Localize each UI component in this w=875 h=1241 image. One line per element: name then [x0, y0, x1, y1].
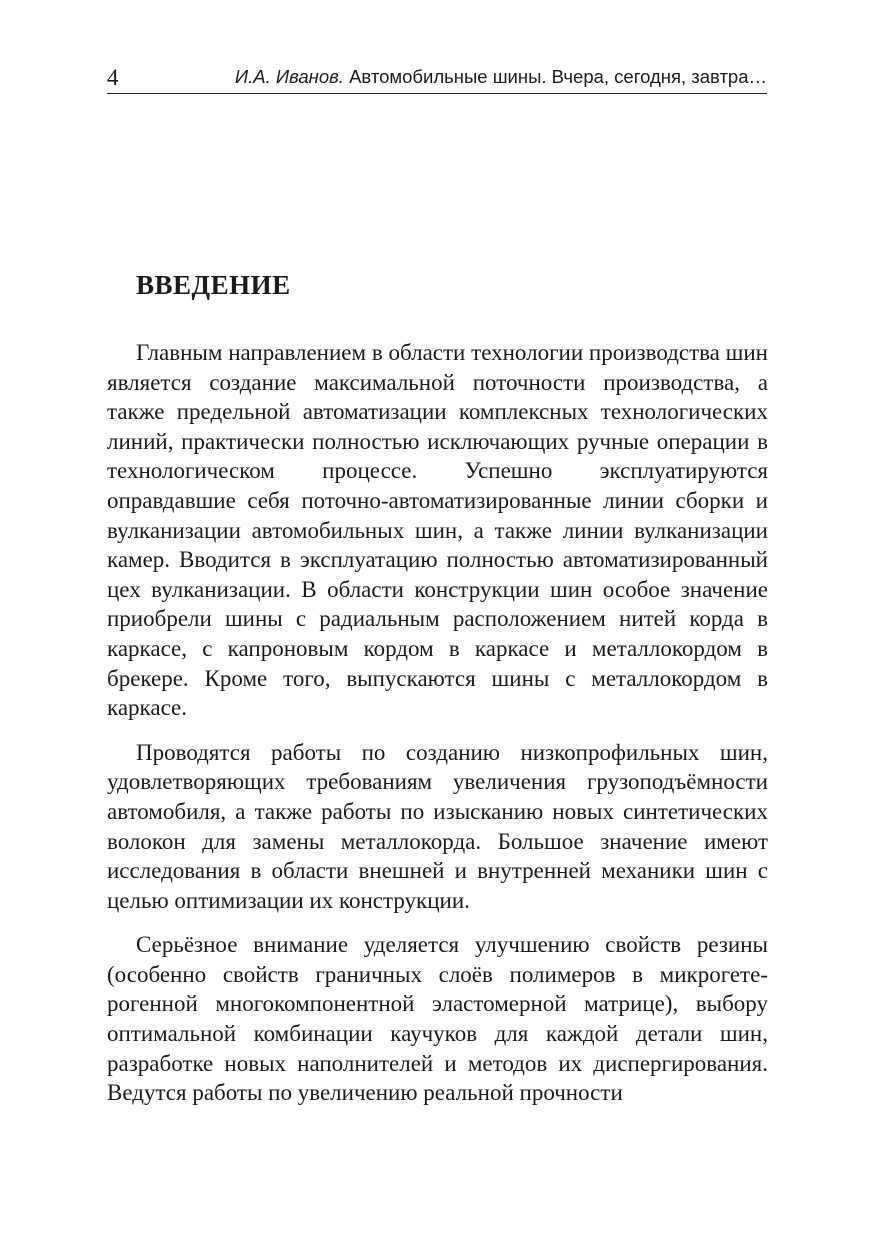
running-header	[107, 62, 767, 94]
author-name: И.А. Иванов.	[234, 66, 344, 87]
paragraph-1: Главным направлением в области технологии производства шин является создание максимальной поточности производства, а также предельной автоматизации комплексных технологических линий, практически полностью исключающих ручные операции в технологическом процессе. Успешно эксплуатируются оправдавшие себя поточно-автоматизированные линии сборки и вулканизации автомобильных шин, а также линии вулканизации камер. Вводится в эксплуатацию полностью автоматизированный цех вулканизации. В области конструкции шин особое значение приобрели шины с радиальным расположением нитей корда в каркасе, с капроновым кордом в каркасе и металлокордом в брекере. Кроме того, выпускаются шины с металлокордом в каркасе.	[107, 340, 768, 721]
page-number: 4	[107, 65, 119, 90]
section-heading: ВВЕДЕНИЕ	[136, 270, 291, 300]
paragraph-2: Проводятся работы по созданию низкопрофильных шин, удовлетворяющих требованиям увеличения грузоподъёмности автомобиля, а также работы по изысканию новых синтетических волокон для замены металлокорда. Большое значение имеют исследования в области внешней и внутренней механики шин с целью оптимизации их конструкции.	[107, 739, 768, 913]
running-title	[235, 65, 767, 89]
book-title: Автомобильные шины. Вчера, сегодня, завтра…	[349, 66, 767, 87]
body-text	[107, 338, 768, 1123]
paragraph-3: Серьёзное внимание уделяется улучшению свойств резины (особенно свойств граничных слоёв полимеров в микрогетерогенной многокомпонентной эластомерной матрице), выбору оптимальной комбинации каучуков для каждой детали шин, разработке новых наполнителей и методов их диспергирования. Ведутся работы по увеличению реальной прочности	[107, 932, 768, 1106]
